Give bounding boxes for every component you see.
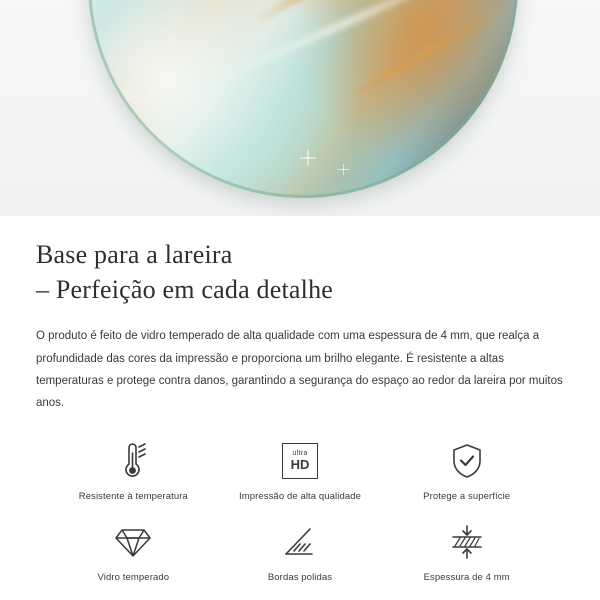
polished-edges-icon [282, 520, 318, 564]
shield-check-icon [449, 439, 485, 483]
feature-label: Bordas polidas [267, 571, 333, 583]
feature-item-polished-edges [217, 520, 384, 583]
ultra-hd-bottom-text: HD [290, 457, 310, 473]
sparkle-icon [300, 150, 316, 166]
feature-label: Impressão de alta qualidade [238, 490, 362, 502]
feature-item-tempered-glass [50, 520, 217, 583]
feature-item-thickness [383, 520, 550, 583]
page-title-line-1: Base para a lareira [36, 240, 233, 269]
page-title-line-2: – Perfeição em cada detalhe [36, 274, 334, 304]
feature-label: Vidro temperado [97, 571, 170, 583]
marble-artwork [88, 0, 518, 198]
diamond-icon [114, 520, 152, 564]
content-section [0, 216, 600, 583]
feature-item-print-quality [217, 439, 384, 502]
feature-label: Protege a superfície [423, 490, 511, 502]
page-title [36, 238, 564, 307]
ultra-hd-top-text: ultra [292, 450, 308, 458]
product-description: O produto é feito de vidro temperado de alta qualidade com uma espessura de 4 mm, que realça a profundidade das cores da impressão e proporciona um brilho elegante. É resistente a altas temperaturas e protege contra danos, garantindo a segurança do espaço ao redor da lareira por muitos anos. [36, 330, 563, 410]
feature-item-surface-protection [383, 439, 550, 502]
hero-image [0, 0, 600, 216]
sparkle-icon [338, 164, 349, 175]
feature-grid [36, 439, 564, 583]
ultra-hd-icon [282, 439, 318, 483]
round-glass-plate [88, 0, 518, 198]
thermometer-icon [116, 439, 150, 483]
feature-item-temperature [50, 439, 217, 502]
thickness-arrows-icon [447, 520, 487, 564]
feature-label: Espessura de 4 mm [423, 571, 510, 583]
feature-label: Resistente à temperatura [78, 490, 188, 502]
